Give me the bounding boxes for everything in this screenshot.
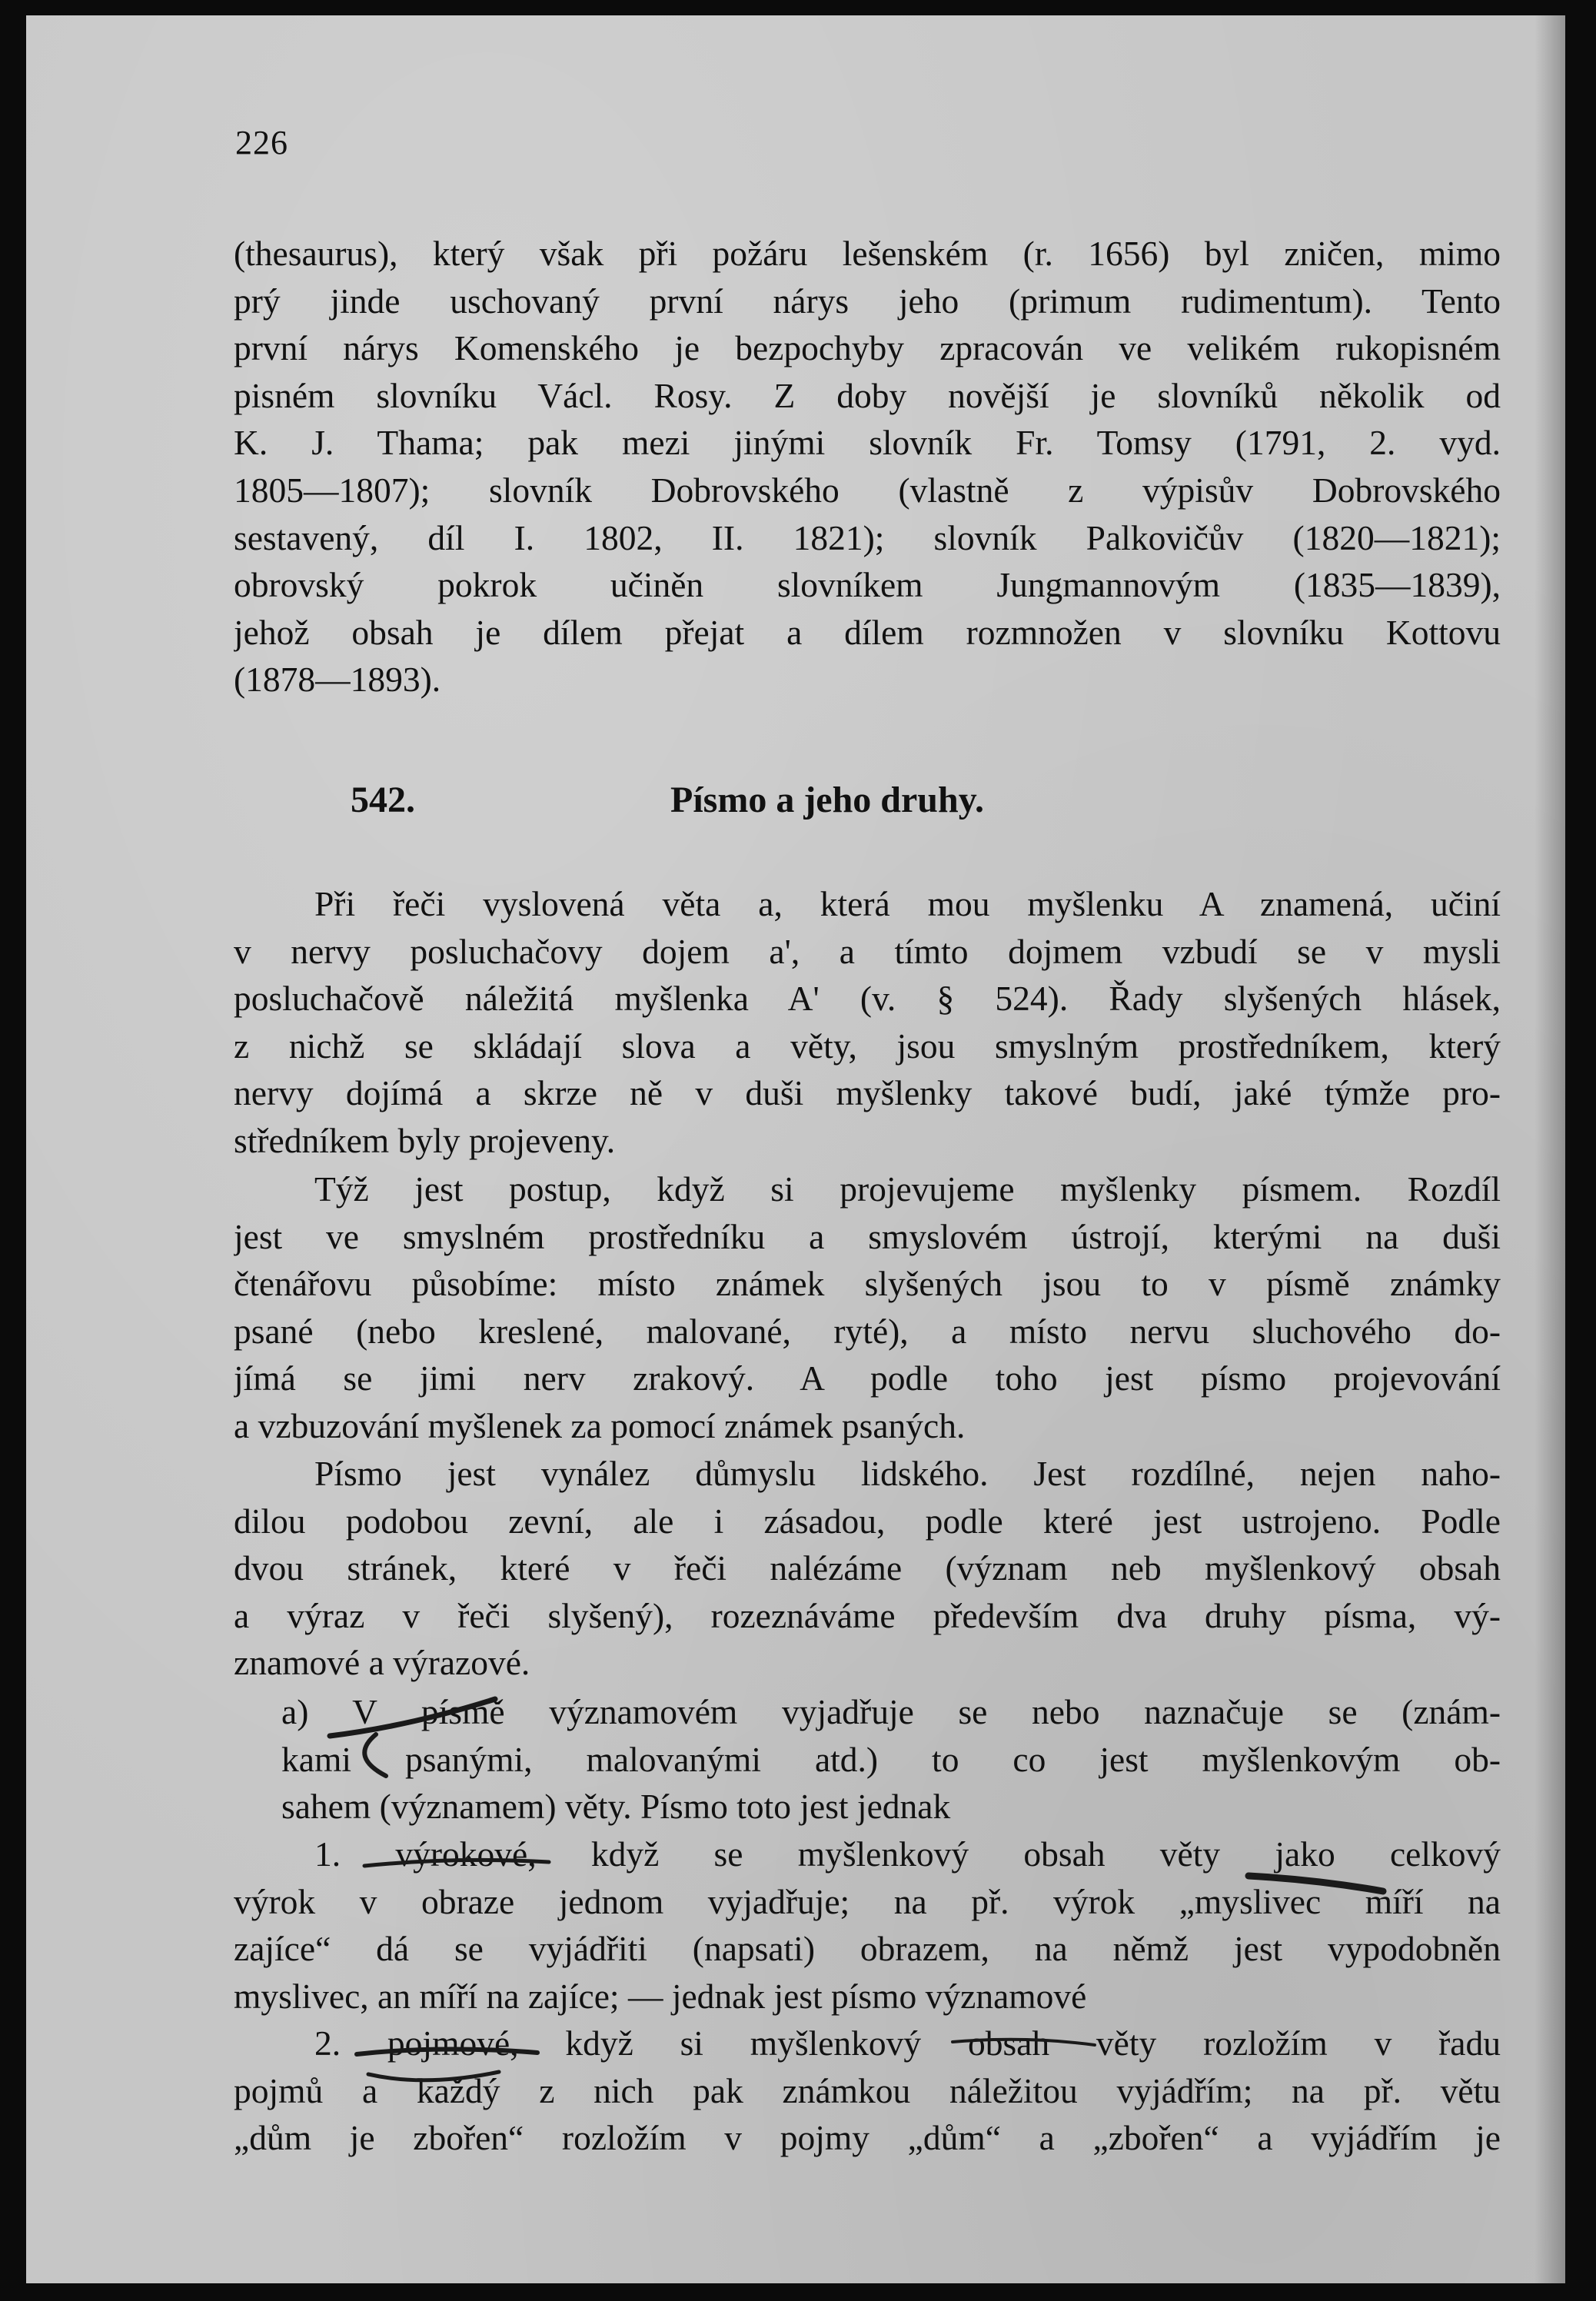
text-line: nervy dojímá a skrze ně v duši myšlenky takové budí, jaké týmže pro-: [234, 1073, 1501, 1113]
text-line: a) V písmě významovém vyjadřuje se nebo naznačuje se (znám-: [281, 1692, 1501, 1731]
text-line: 1. výrokové, když se myšlenkový obsah věty jako celkový: [314, 1834, 1501, 1874]
text-line: znamové a výrazové.: [234, 1643, 530, 1683]
text-line: posluchačově náležitá myšlenka A' (v. § 524). Řady slyšených hlásek,: [234, 979, 1501, 1019]
text-line: dvou stránek, které v řeči nalézáme (význam neb myšlenkový obsah: [234, 1548, 1501, 1588]
page-number: 226: [235, 124, 288, 161]
text-line: (thesaurus), který však při požáru lešenském (r. 1656) byl zničen, mimo: [234, 234, 1501, 273]
text-line: Písmo jest vynález důmyslu lidského. Jest rozdílné, nejen naho-: [314, 1454, 1501, 1493]
paragraph-invention: [234, 1450, 1501, 1687]
paragraph-item-1: [234, 1830, 1501, 2020]
text-line: středníkem byly projeveny.: [234, 1120, 616, 1160]
text-line: sahem (významem) věty. Písmo toto jest jednak: [281, 1787, 951, 1827]
text-line: prý jinde uschovaný první nárys jeho (primum rudimentum). Tento: [234, 281, 1501, 321]
text-line: K. J. Thama; pak mezi jinými slovník Fr. Tomsy (1791, 2. vyd.: [234, 423, 1501, 463]
text-line: psané (nebo kreslené, malované, ryté), a místo nervu sluchového do-: [234, 1311, 1501, 1351]
section-number: 542.: [351, 780, 415, 820]
text-line: a vzbuzování myšlenek za pomocí známek psaných.: [234, 1405, 966, 1445]
text-line: (1878—1893).: [234, 660, 441, 700]
text-line: a výraz v řeči slyšený), rozeznáváme především dva druhy písma, vý-: [234, 1595, 1501, 1635]
text-line: Týž jest postup, když si projevujeme myšlenky písmem. Rozdíl: [314, 1169, 1501, 1209]
text-line: jest ve smyslném prostředníku a smyslovém ústrojí, kterými na duši: [234, 1216, 1501, 1256]
paragraph-item-a: [234, 1688, 1501, 1830]
section-title: Písmo a jeho druhy.: [670, 780, 985, 820]
paragraph-item-2: [234, 2020, 1501, 2162]
paragraph-dictionaries: [234, 230, 1501, 703]
text-line: jímá se jimi nerv zrakový. A podle toho jest písmo projevování: [234, 1358, 1501, 1398]
text-line: obrovský pokrok učiněn slovníkem Jungmannovým (1835—1839),: [234, 565, 1501, 605]
text-line: zajíce“ dá se vyjádřiti (napsati) obrazem, na němž jest vypodobněn: [234, 1929, 1501, 1969]
text-line: pisném slovníku Václ. Rosy. Z doby novější je slovníků několik od: [234, 375, 1501, 415]
paragraph-speech: [234, 880, 1501, 1165]
text-line: výrok v obraze jednom vyjadřuje; na př. výrok „myslivec míří na: [234, 1881, 1501, 1921]
paragraph-writing-process: [234, 1165, 1501, 1450]
text-line: pojmů a každý z nich pak známkou náležitou vyjádřím; na př. větu: [234, 2070, 1501, 2110]
text-line: čtenářovu působíme: místo známek slyšených jsou to v písmě známky: [234, 1264, 1501, 1304]
text-line: v nervy posluchačovy dojem a', a tímto dojmem vzbudí se v mysli: [234, 931, 1501, 971]
text-line: jehož obsah je dílem přejat a dílem rozmnožen v slovníku Kottovu: [234, 612, 1501, 652]
text-line: sestavený, díl I. 1802, II. 1821); slovník Palkovičův (1820—1821);: [234, 517, 1501, 557]
page-edge-shadow: [1534, 15, 1565, 2283]
scanned-page: [26, 15, 1565, 2283]
text-line: myslivec, an míří na zajíce; — jednak jest písmo významové: [234, 1976, 1087, 2016]
text-line: Při řeči vyslovená věta a, která mou myšlenku A znamená, učiní: [314, 884, 1501, 923]
text-line: první nárys Komenského je bezpochyby zpracován ve velikém rukopisném: [234, 328, 1501, 368]
text-line: 2. pojmové, když si myšlenkový obsah věty rozložím v řadu: [314, 2023, 1501, 2063]
text-line: z nichž se skládají slova a věty, jsou smyslným prostředníkem, který: [234, 1026, 1501, 1066]
text-line: dilou podobou zevní, ale i zásadou, podle které jest ustrojeno. Podle: [234, 1501, 1501, 1541]
text-line: 1805—1807); slovník Dobrovského (vlastně z výpisův Dobrovského: [234, 470, 1501, 510]
text-line: kami psanými, malovanými atd.) to co jest myšlenkovým ob-: [281, 1739, 1501, 1779]
text-line: „dům je zbořen“ rozložím v pojmy „dům“ a „zbořen“ a vyjádřím je: [234, 2118, 1501, 2158]
